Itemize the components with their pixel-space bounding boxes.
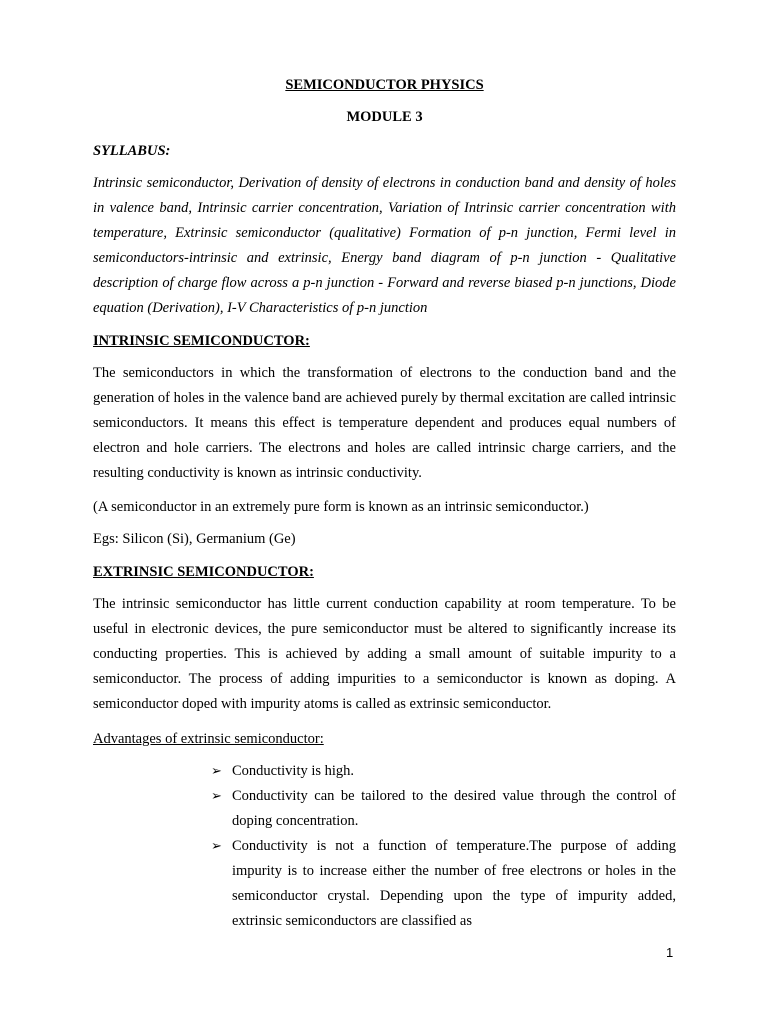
list-item-text: Conductivity is not a function of temperature.The purpose of adding impurity is to increase either the number of free electrons or holes in the semiconductor crystal. Depending upon the type of impurity added, extrinsic semiconductors are classified as [232,838,676,929]
arrowhead-bullet-icon: ➢ [211,764,222,779]
advantages-heading: Advantages of extrinsic semiconductor: [93,731,324,747]
intrinsic-heading: INTRINSIC SEMICONDUCTOR: [93,333,310,349]
list-item [211,784,676,834]
extrinsic-heading: EXTRINSIC SEMICONDUCTOR: [93,564,314,580]
list-item [211,759,676,784]
list-item-text: Conductivity is high. [232,763,355,779]
list-item-text: Conductivity can be tailored to the desired value through the control of doping concentration. [232,788,676,829]
intrinsic-examples: Egs: Silicon (Si), Germanium (Ge) [93,531,296,547]
syllabus-text: Intrinsic semiconductor, Derivation of density of electrons in conduction band and density of holes in valence band, Intrinsic carrier concentration, Variation of Intrinsic carrier concentration with temperature, Extrinsic semiconductor (qualitative) Formation of p-n junction, Fermi level in semiconductors-intrinsic and extrinsic, Energy band diagram of p-n junction - Qualitative description of charge flow across a p-n junction - Forward and reverse biased p-n junctions, Diode equation (Derivation), I-V Characteristics of p-n junction [93,175,676,316]
extrinsic-paragraph: The intrinsic semiconductor has little current conduction capability at room temperature. To be useful in electronic devices, the pure semiconductor must be altered to significantly increase its conducting properties. This is achieved by adding a small amount of suitable impurity to a semiconductor. The process of adding impurities to a semiconductor is known as doping. A semiconductor doped with impurity atoms is called as extrinsic semiconductor. [93,596,676,712]
module-title: MODULE 3 [346,109,423,125]
document-title: SEMICONDUCTOR PHYSICS [285,77,484,93]
page-number: 1 [666,945,674,960]
list-item [211,834,676,934]
advantages-list [211,759,676,934]
arrowhead-bullet-icon: ➢ [211,839,222,854]
intrinsic-note: (A semiconductor in an extremely pure form is known as an intrinsic semiconductor.) [93,499,589,515]
intrinsic-paragraph: The semiconductors in which the transformation of electrons to the conduction band and the generation of holes in the valence band are achieved purely by thermal excitation are called intrinsic semiconductors. It means this effect is temperature dependent and produces equal numbers of electron and hole carriers. The electrons and holes are called intrinsic charge carriers, and the resulting conductivity is known as intrinsic conductivity. [93,365,676,481]
syllabus-label: SYLLABUS: [93,143,171,159]
arrowhead-bullet-icon: ➢ [211,789,222,804]
